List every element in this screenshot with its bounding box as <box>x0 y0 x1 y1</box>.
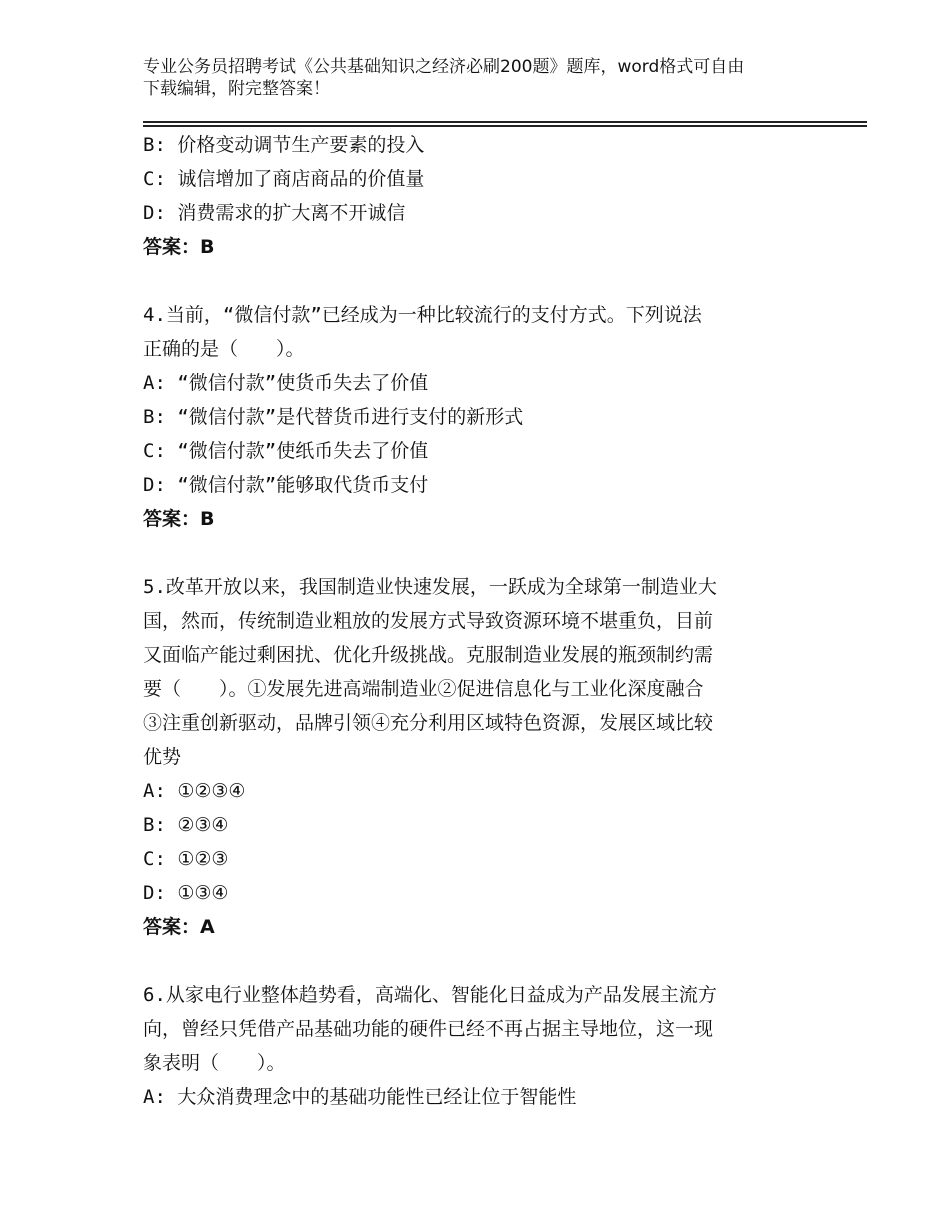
spacer <box>143 264 803 298</box>
q6-option-a: A: 大众消费理念中的基础功能性已经让位于智能性 <box>143 1086 577 1108</box>
q5-stem-line-1: 5.改革开放以来，我国制造业快速发展，一跃成为全球第一制造业大 <box>143 576 717 598</box>
q5-option-c: C: ①②③ <box>143 848 229 870</box>
q3-option-c: C: 诚信增加了商店商品的价值量 <box>143 168 425 190</box>
q5-stem-line-4: 要（ ）。①发展先进高端制造业②促进信息化与工业化深度融合 <box>143 678 704 700</box>
q5-option-b: B: ②③④ <box>143 814 229 836</box>
q4-option-b: B: “微信付款”是代替货币进行支付的新形式 <box>143 406 524 428</box>
header-line-1: 专业公务员招聘考试《公共基础知识之经济必刷200题》题库，word格式可自由 <box>143 57 745 77</box>
q5-option-a: A: ①②③④ <box>143 780 246 802</box>
q5-stem-line-2: 国，然而，传统制造业粗放的发展方式导致资源环境不堪重负，目前 <box>143 610 714 632</box>
q4-stem-line-1: 4.当前，“微信付款”已经成为一种比较流行的支付方式。下列说法 <box>143 304 702 326</box>
question-content <box>143 128 803 1114</box>
header-line-2: 下载编辑，附完整答案！ <box>143 79 330 99</box>
q5-stem-line-3: 又面临产能过剩困扰、优化升级挑战。克服制造业发展的瓶颈制约需 <box>143 644 714 666</box>
question-4 <box>143 298 803 536</box>
question-5 <box>143 570 803 944</box>
spacer <box>143 944 803 978</box>
q5-stem-line-6: 优势 <box>143 746 182 768</box>
q4-option-d: D: “微信付款”能够取代货币支付 <box>143 474 429 496</box>
q4-option-c: C: “微信付款”使纸币失去了价值 <box>143 440 429 462</box>
header-divider-top <box>143 121 867 123</box>
q4-answer: 答案：B <box>143 508 215 530</box>
q6-stem-line-2: 向，曾经只凭借产品基础功能的硬件已经不再占据主导地位，这一现 <box>143 1018 714 1040</box>
q3-option-b: B: 价格变动调节生产要素的投入 <box>143 134 425 156</box>
q5-stem-line-5: ③注重创新驱动，品牌引领④充分利用区域特色资源，发展区域比较 <box>143 712 714 734</box>
page-header <box>143 56 803 100</box>
spacer <box>143 536 803 570</box>
q5-option-d: D: ①③④ <box>143 882 229 904</box>
q3-answer: 答案：B <box>143 236 215 258</box>
header-divider-bottom <box>143 125 867 127</box>
question-3 <box>143 128 803 264</box>
question-6 <box>143 978 803 1114</box>
q4-option-a: A: “微信付款”使货币失去了价值 <box>143 372 429 394</box>
q4-stem-line-2: 正确的是（ ）。 <box>143 338 305 360</box>
q3-option-d: D: 消费需求的扩大离不开诚信 <box>143 202 406 224</box>
q6-stem-line-3: 象表明（ ）。 <box>143 1052 286 1074</box>
q5-answer: 答案：A <box>143 916 215 938</box>
q6-stem-line-1: 6.从家电行业整体趋势看，高端化、智能化日益成为产品发展主流方 <box>143 984 717 1006</box>
